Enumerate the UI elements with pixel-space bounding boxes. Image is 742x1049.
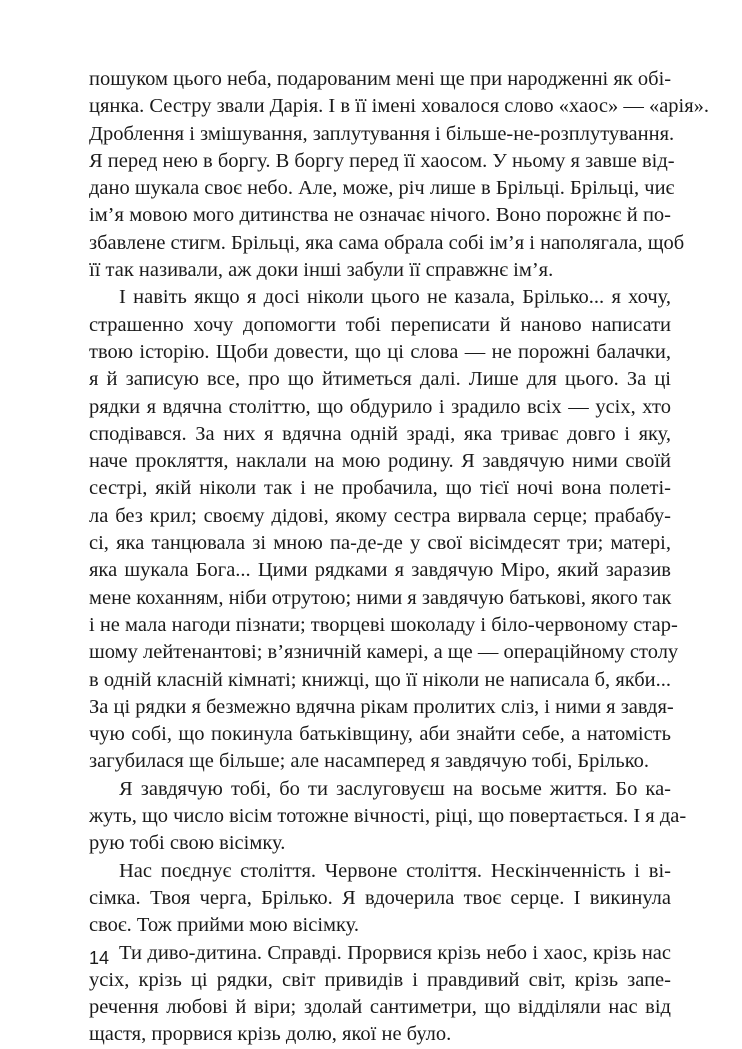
text-line: яка шукала Бога... Цими рядками я завдячую Міро, який заразив	[89, 559, 671, 582]
text-line: наче прокляття, наклали на мою родину. Я завдячую ними своїй	[89, 450, 671, 473]
text-line: Дроблення і змішування, заплутування і більше-не-розплутування.	[89, 122, 675, 145]
text-line: Я завдячую тобі, бо ти заслуговуєш на восьме життя. Бо ка-	[119, 777, 671, 800]
text-line: усіх, крізь ці рядки, світ привидів і правдивий світ, крізь запе-	[89, 968, 671, 991]
text-line: ім’я мовою мого дитинства не означає нічого. Воно порожнє й по-	[89, 204, 671, 227]
text-line: рядки я вдячна століттю, що обдурило і зрадило всіх — усіх, хто	[89, 395, 671, 418]
text-line: щастя, прорвися крізь долю, якої не було.	[89, 1023, 452, 1046]
text-line: і не мала нагоди пізнати; творцеві шоколаду і біло-червоному стар-	[89, 613, 678, 636]
paragraph	[89, 284, 679, 775]
text-line: дано шукала своє небо. Але, може, річ лише в Брільці. Брільці, чиє	[89, 177, 675, 200]
text-line: її так називали, аж доки інші забули її справжнє ім’я.	[89, 259, 554, 282]
text-line: жуть, що число вісім тотожне вічності, ріці, що повертається. І я да-	[89, 805, 687, 828]
text-line: Я перед нею в боргу. В боргу перед її хаосом. У ньому я завше від-	[89, 149, 675, 172]
paragraph	[89, 940, 671, 1049]
text-line: загубилася ще більше; але насамперед я завдячую тобі, Брілько.	[89, 750, 649, 773]
page-number: 14	[89, 948, 110, 968]
text-line: збавлене стигм. Брільці, яка сама обрала собі ім’я і наполягала, щоб	[89, 231, 685, 254]
text-line: сі, яка танцювала зі мною па-де-де у свої вісімдесят три; матері,	[89, 532, 671, 555]
text-line: За ці рядки я безмежно вдячна рікам пролитих сліз, і ними я завдя-	[89, 695, 674, 718]
text-line: І навіть якщо я досі ніколи цього не казала, Брілько... я хочу,	[119, 286, 671, 309]
text-line: страшенно хочу допомогти тобі переписати й наново написати	[89, 313, 671, 336]
text-line: чую собі, що покинула батьківщину, аби знайти себе, а натомість	[89, 723, 671, 746]
text-line: в одній класній кімнаті; книжці, що її ніколи не написала б, якби...	[89, 668, 671, 691]
text-line: шому лейтенантові; в’язничній камері, а ще — операційному столу	[89, 641, 679, 664]
text-line: рую тобі свою вісімку.	[89, 832, 286, 855]
text-line: сподівався. За них я вдячна одній зраді, яка триває довго і яку,	[89, 422, 671, 445]
text-line: твою історію. Щоби довести, що ці слова — не порожні балачки,	[89, 340, 671, 363]
text-line: сімка. Твоя черга, Брілько. Я вдочерила твоє серце. І викинула	[89, 886, 671, 909]
paragraph	[89, 776, 687, 858]
text-line: Нас поєднує століття. Червоне століття. Нескінченність і ві-	[119, 859, 671, 882]
text-line: Ти диво-дитина. Справді. Прорвися крізь небо і хаос, крізь нас	[119, 941, 671, 964]
paragraph	[89, 66, 710, 284]
text-line: цянка. Сестру звали Дарія. І в її імені ховалося слово «хаос» — «арія».	[89, 95, 710, 118]
text-line: речення любові й віри; здолай сантиметри, що відділяли нас від	[89, 996, 671, 1019]
text-line: сестрі, якій ніколи так і не пробачила, що тієї ночі вона полеті-	[89, 477, 671, 500]
text-line: я й записую все, про що йтиметься далі. Лише для цього. За ці	[89, 368, 671, 391]
page-body	[89, 66, 710, 1049]
text-line: своє. Тож прийми мою вісімку.	[89, 914, 359, 937]
text-line: ла без крил; своєму дідові, якому сестра вирвала серце; прабабу-	[89, 504, 671, 527]
paragraph	[89, 858, 671, 940]
text-line: мене коханням, ніби отрутою; ними я завдячую батькові, якого так	[89, 586, 672, 609]
text-line: пошуком цього неба, подарованим мені ще при народженні як обі-	[89, 68, 672, 90]
